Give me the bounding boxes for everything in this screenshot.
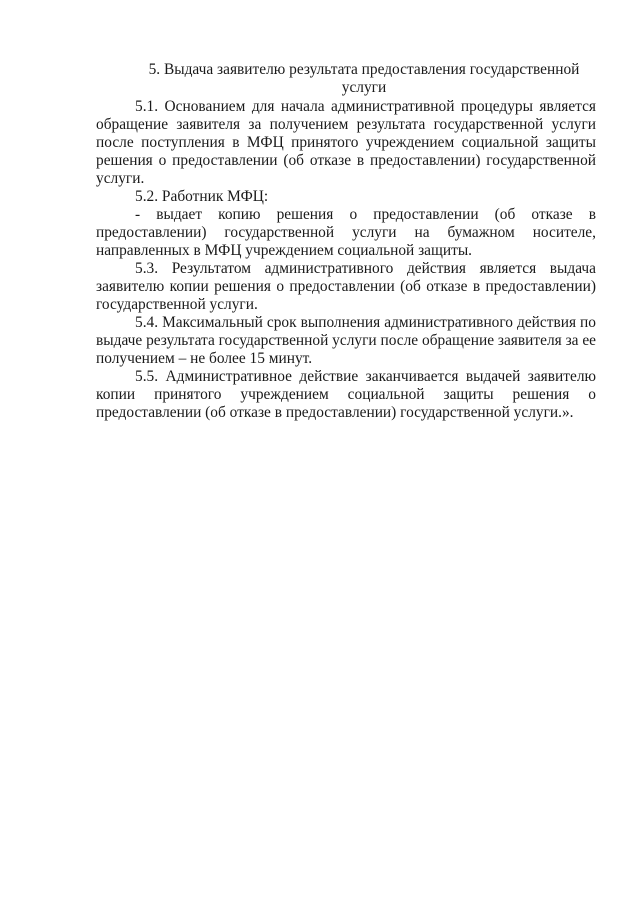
paragraph-5-4: 5.4. Максимальный срок выполнения административного действия по выдаче результата государственной услуги после обращение заявителя за ее получением – не более 15 минут. — [96, 314, 596, 367]
paragraph-5-5: 5.5. Административное действие заканчивается выдачей заявителю копии принятого учреждением социальной защиты решения о предоставлении (об отказе в предоставлении) государственной услуги.». — [96, 368, 596, 421]
document-body — [96, 61, 596, 422]
paragraph-5-2-item: - выдает копию решения о предоставлении (об отказе в предоставлении) государственной услуги на бумажном носителе, направленных в МФЦ учреждением социальной защиты. — [96, 206, 596, 259]
section-heading — [96, 61, 596, 97]
paragraph-5-3: 5.3. Результатом административного действия является выдача заявителю копии решения о предоставлении (об отказе в предоставлении) государственной услуги. — [96, 260, 596, 313]
paragraph-5-1: 5.1. Основанием для начала административной процедуры является обращение заявителя за получением результата государственной услуги после поступления в МФЦ принятого учреждением социальной защиты решения о предоставлении (об отказе в предоставлении) государственной услуги. — [96, 98, 596, 187]
paragraph-5-2-label: 5.2. Работник МФЦ: — [135, 188, 269, 205]
section-heading-line-2: услуги — [341, 79, 387, 96]
section-heading-line-1: 5. Выдача заявителю результата предоставления государственной — [148, 61, 580, 78]
